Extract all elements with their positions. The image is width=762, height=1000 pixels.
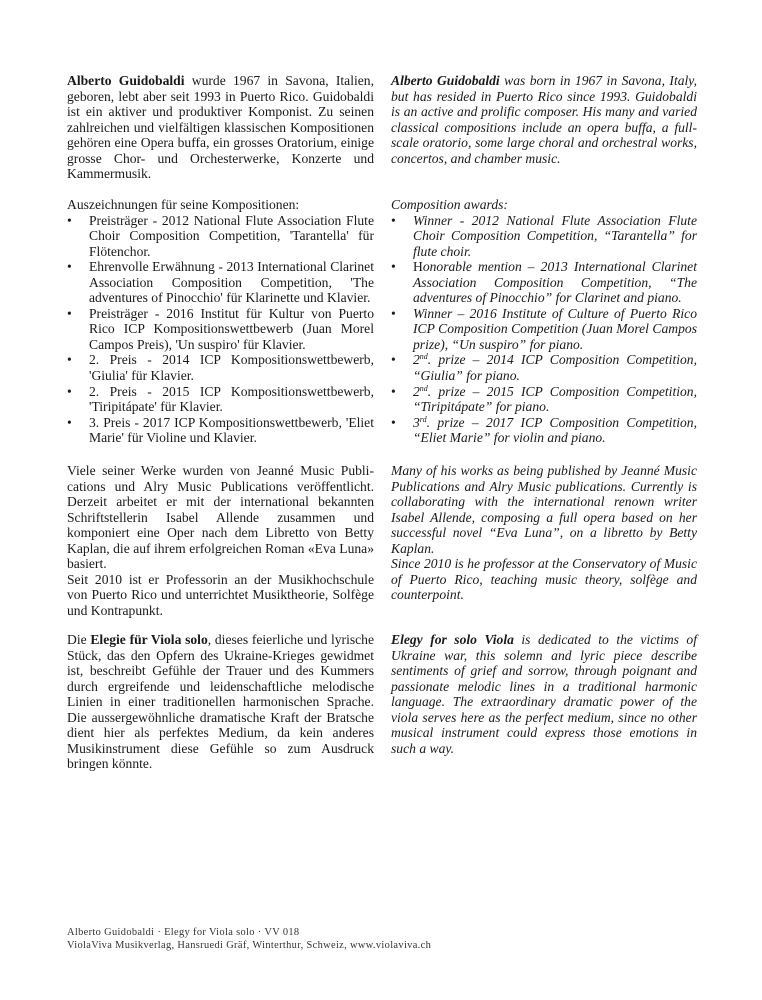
german-professor-paragraph: Seit 2010 ist er Professorin an der Musikhochschule von Puerto Rico und unterrichtet Musiktheorie, Solfège und Kontrapunkt. [67, 571, 374, 618]
composer-name: Alberto Guidobaldi [67, 73, 185, 88]
footer-publisher-info: ViolaViva Musikverlag, Hansruedi Gräf, Winterthur, Schweiz, www.violaviva.ch [67, 940, 432, 951]
bullet-icon: • [67, 414, 72, 430]
bullet-icon: • [391, 414, 396, 430]
german-awards-list [67, 213, 374, 446]
english-publications-section [391, 463, 697, 603]
bullet-icon: • [391, 383, 396, 399]
work-title: Elegy for solo Viola [391, 632, 514, 647]
bullet-icon: • [391, 305, 396, 321]
german-publications-section [67, 463, 374, 618]
list-item: • 2nd. prize – 2014 ICP Composition Competition, “Giulia” for piano. [391, 352, 697, 384]
german-awards-heading: Auszeichnungen für seine Kompositionen: [67, 197, 300, 212]
bullet-icon: • [391, 352, 396, 368]
english-awards-section [391, 197, 697, 446]
english-awards-heading: Composition awards: [391, 197, 508, 212]
bullet-icon: • [67, 259, 72, 275]
list-item: • 3. Preis - 2017 ICP Kompositionswettbewerb, 'Eliet Marie' für Violine und Klavier. [67, 414, 374, 446]
english-intro-paragraph: Alberto Guidobaldi was born in 1967 in Savona, Italy, but has resided in Puerto Rico since 1993. Guidobaldi is an active and prolific composer. His many and varied classical compositions include an opera buffa, a full-scale oratorio, some large choral and orchestral works, concertos, and chamber music. [391, 73, 697, 166]
english-column [391, 73, 697, 166]
list-item: • 3rd. prize – 2017 ICP Composition Competition, “Eliet Marie” for violin and piano. [391, 414, 697, 446]
german-elegy-section [67, 632, 374, 772]
english-elegy-section [391, 632, 697, 756]
list-item: • Preisträger - 2012 National Flute Association Flute Choir Composition Competition, 'Tarantella' für Flötenchor. [67, 212, 374, 259]
bullet-icon: • [391, 212, 396, 228]
list-item: • Ehrenvolle Erwähnung - 2013 International Clarinet Association Composition Competition, 'The adventures of Pinocchio' für Klarinette und Klavier. [67, 259, 374, 306]
bullet-icon: • [67, 305, 72, 321]
german-intro-paragraph: Alberto Guidobaldi wurde 1967 in Savona, Italien, geboren, lebt aber seit 1993 in Puerto Rico. Guidobaldi ist ein aktiver und produktiver Komponist. Zu seinen zahlreichen und vielfältigen klassischen Kompositionen gehören eine Opera buffa, ein grosses Oratorium, einige grosse Chor- und Orchesterwerke, Konzerte und Kammermusik. [67, 73, 374, 182]
work-title: Elegie für Viola solo [90, 632, 208, 647]
german-column [67, 73, 374, 182]
list-item: • Preisträger - 2016 Institut für Kultur von Puerto Rico ICP Kompositionswettbewerb (Juan Morel Campos Preis), 'Un suspiro' für Klavier. [67, 305, 374, 352]
german-publications-paragraph: Viele seiner Werke wurden von Jeanné Music Publications und Alry Music Publications veröffentlicht. Derzeit arbeitet er mit der international bekannten Schriftstellerin Isabel Allende zusammen und komponiert eine Oper nach dem Libretto von Betty Kaplan, die auf ihrem erfolgreichen Roman «Eva Luna» basiert. [67, 463, 374, 572]
english-elegy-paragraph: Elegy for solo Viola is dedicated to the victims of Ukraine war, this solemn and lyric piece describe sentiments of grief and sorrow, through poignant and passionate melodic lines in a traditional harmonic language. The extraordinary dramatic power of the viola serves here as the perfect medium, since no other musical instrument could express those emotions in such a way. [391, 632, 697, 756]
list-item: • Winner – 2016 Institute of Culture of Puerto Rico ICP Composition Competition (Juan Morel Campos prize), “Un suspiro” for piano. [391, 305, 697, 352]
german-awards-section [67, 197, 374, 446]
list-item: • 2. Preis - 2014 ICP Kompositionswettbewerb, 'Giulia' für Klavier. [67, 352, 374, 384]
english-awards-list [391, 213, 697, 446]
composer-name: Alberto Guidobaldi [391, 73, 500, 88]
list-item: • Winner - 2012 National Flute Association Flute Choir Composition Competition, “Tarantella” for flute choir. [391, 212, 697, 259]
bullet-icon: • [67, 212, 72, 228]
german-elegy-paragraph: Die Elegie für Viola solo, dieses feierliche und lyrische Stück, das den Opfern des Ukraine-Krieges gewidmet ist, beschreibt Gefühle der Trauer und des Kummers durch ergreifende und leidenschaftliche melodische Linien in einer traditionellen harmonischen Sprache. Die aussergewöhnliche dramatische Kraft der Bratsche dient hier als perfektes Medium, da kein anderes Musikinstrument diese Gefühle so zum Ausdruck bringen könnte. [67, 632, 375, 772]
bullet-icon: • [67, 383, 72, 399]
footer-work-info: Alberto Guidobaldi · Elegy for Viola solo · VV 018 [67, 927, 300, 938]
list-item: • Honorable mention – 2013 International Clarinet Association Composition Competition, “The adventures of Pinocchio” for Clarinet and piano. [391, 259, 697, 306]
english-professor-paragraph: Since 2010 is he professor at the Conservatory of Music of Puerto Rico, teaching music theory, solfège and counterpoint. [391, 556, 697, 603]
bullet-icon: • [67, 352, 72, 368]
page-footer [67, 926, 431, 952]
english-publications-paragraph: Many of his works as being published by Jeanné Music Publications and Alry Music publications. Currently is collaborating with the international renown writer Isabel Allende, composing a full opera based on her successful novel “Eva Luna”, on a libretto by Betty Kaplan. [391, 463, 697, 556]
list-item: • 2nd. prize – 2015 ICP Composition Competition, “Tiripitápate” for piano. [391, 383, 697, 415]
list-item: • 2. Preis - 2015 ICP Kompositionswettbewerb, 'Tiripitápate' für Klavier. [67, 383, 374, 415]
bullet-icon: • [391, 259, 396, 275]
